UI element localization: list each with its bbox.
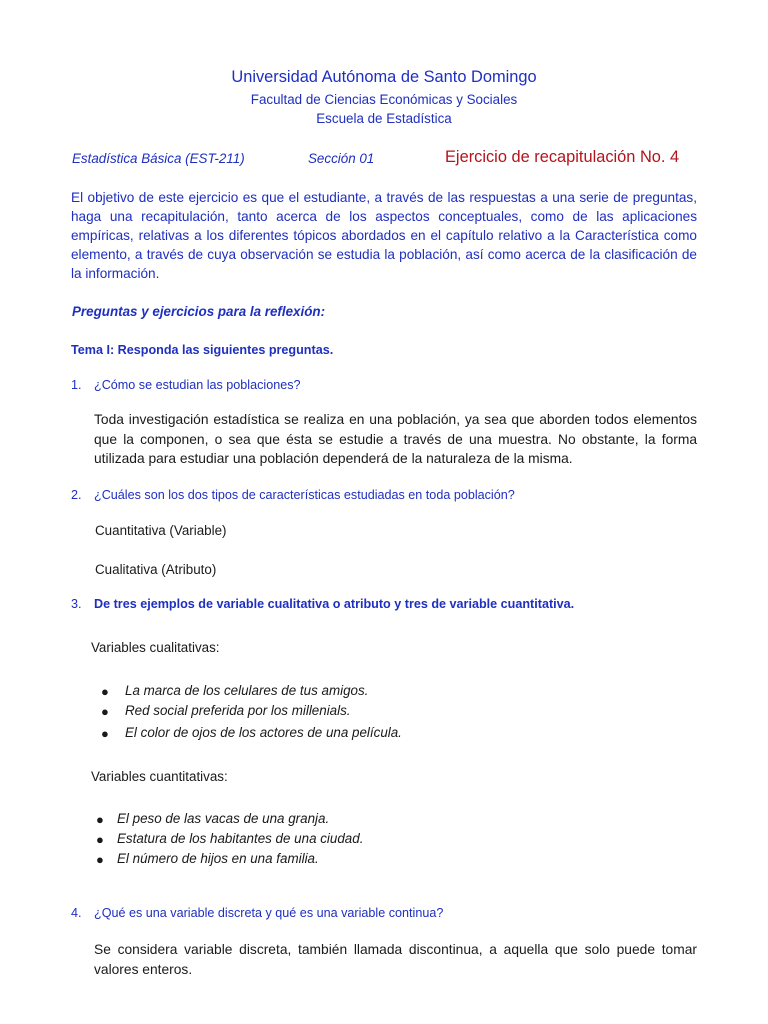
reflection-heading: Preguntas y ejercicios para la reflexión: — [72, 304, 326, 319]
school-title: Escuela de Estadística — [316, 111, 452, 126]
bullet-icon: ● — [101, 684, 109, 699]
question-text: ¿Cuáles son los dos tipos de características estudiadas en toda población? — [94, 488, 515, 502]
list-item: El número de hijos en una familia. — [117, 851, 319, 866]
bullet-icon: ● — [101, 726, 109, 741]
answer-text: Cuantitativa (Variable) — [95, 523, 227, 538]
qualitative-heading: Variables cualitativas: — [91, 640, 220, 655]
tema-heading: Tema I: Responda las siguientes preguntas. — [71, 343, 334, 357]
answer-text: Cualitativa (Atributo) — [95, 562, 217, 577]
question-number: 4. — [71, 906, 82, 920]
question-number: 3. — [71, 597, 82, 611]
bullet-icon: ● — [96, 832, 104, 847]
course-section: Sección 01 — [308, 151, 375, 166]
quantitative-heading: Variables cuantitativas: — [91, 769, 228, 784]
university-title: Universidad Autónoma de Santo Domingo — [231, 68, 537, 86]
objective-paragraph: El objetivo de este ejercicio es que el estudiante, a través de las respuestas a una serie de preguntas, haga una recapitulación, tanto acerca de los aspectos conceptuales, como de las aplicaciones empíricas, relativas a los diferentes tópicos abordados en el capítulo relativo a la Característica como elemento, a través de cuya observación se estudia la población, así como acerca de la clasificación de la información. — [71, 190, 697, 281]
faculty-title: Facultad de Ciencias Económicas y Sociales — [250, 92, 518, 107]
answer-paragraph: Toda investigación estadística se realiza en una población, ya sea que aborden todos elementos que la componen, o sea que ésta se estudie a través de una muestra. No obstante, la forma utilizada para estudiar una población dependerá de la naturaleza de la misma. — [94, 412, 697, 467]
question-text: ¿Cómo se estudian las poblaciones? — [94, 378, 301, 392]
list-item: El peso de las vacas de una granja. — [117, 811, 330, 826]
answer-paragraph: Se considera variable discreta, también llamada discontinua, a aquella que solo puede tomar valores enteros. — [94, 942, 697, 977]
bullet-icon: ● — [101, 704, 109, 719]
question-number: 1. — [71, 378, 82, 392]
course-name: Estadística Básica (EST-211) — [72, 151, 245, 166]
question-text: De tres ejemplos de variable cualitativa o atributo y tres de variable cuantitativa. — [94, 597, 575, 611]
list-item: El color de ojos de los actores de una película. — [125, 725, 402, 740]
bullet-icon: ● — [96, 812, 104, 827]
list-item: Estatura de los habitantes de una ciudad. — [117, 831, 364, 846]
bullet-icon: ● — [96, 852, 104, 867]
exercise-title: Ejercicio de recapitulación No. 4 — [445, 148, 680, 166]
question-text: ¿Qué es una variable discreta y qué es una variable continua? — [94, 906, 444, 920]
list-item: Red social preferida por los millenials. — [125, 703, 351, 718]
question-number: 2. — [71, 488, 82, 502]
list-item: La marca de los celulares de tus amigos. — [125, 683, 369, 698]
